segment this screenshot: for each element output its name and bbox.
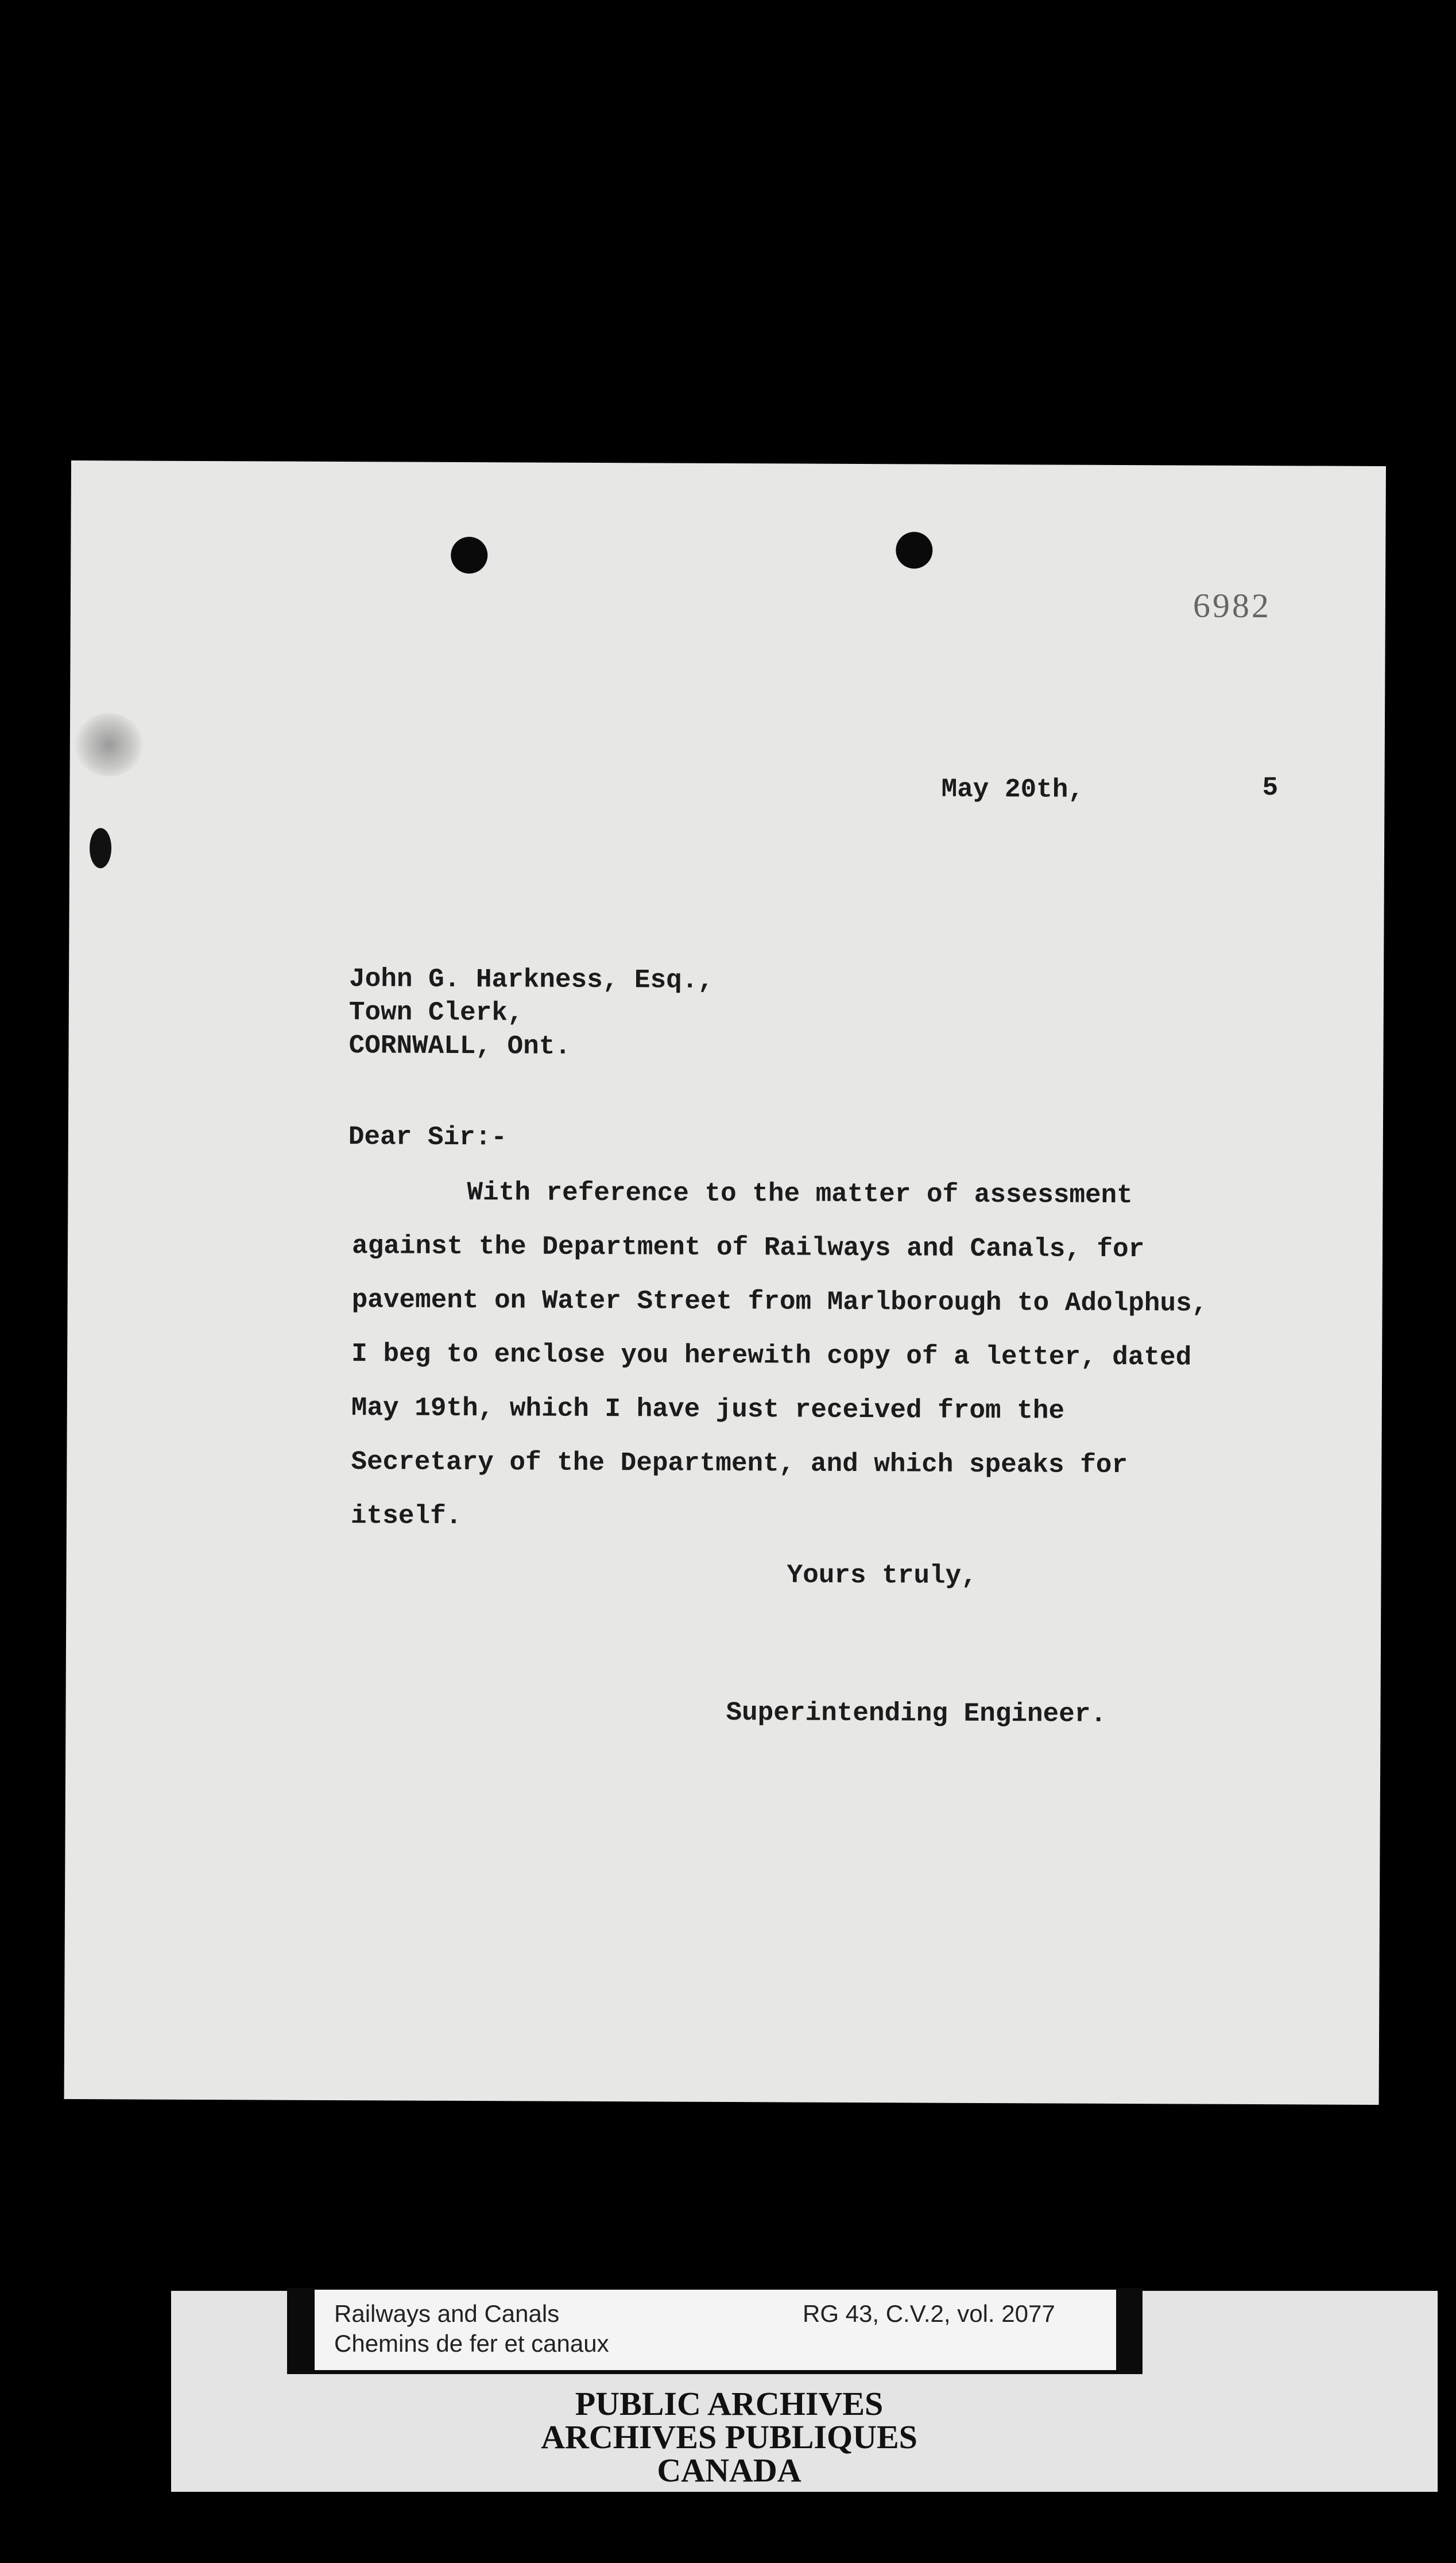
body-line: May 19th, which I have just received from the [351,1393,1065,1426]
recipient-title: Town Clerk, [348,997,524,1028]
closing: Yours truly, [787,1560,977,1591]
ink-smudge [75,713,144,777]
recipient-name: John G. Harkness, Esq., [348,964,714,996]
institution-fr: ARCHIVES PUBLIQUES [541,2418,917,2456]
recipient-place: CORNWALL, Ont. [348,1031,571,1062]
signature-title: Superintending Engineer. [726,1697,1107,1729]
ink-spot [90,828,111,868]
fonds-name-en: Railways and Canals [334,2300,560,2327]
letter-page [64,460,1386,2105]
letter-body [351,1165,1329,1547]
body-line: against the Department of Railways and Canals, for [351,1231,1145,1265]
page-marker: 5 [1262,773,1279,803]
letter-date: May 20th, [941,774,1085,805]
country: CANADA [657,2452,801,2489]
fonds-name-fr: Chemins de fer et canaux [334,2330,609,2357]
archive-reference-card [315,2290,1116,2370]
folio-number: 6982 [1192,586,1272,625]
archive-reference: RG 43, C.V.2, vol. 2077 [803,2300,1055,2327]
body-line: I beg to enclose you herewith copy of a letter, dated [351,1339,1192,1373]
archives-stamp [471,2387,988,2487]
body-line: Secretary of the Department, and which speaks for [351,1447,1128,1481]
recipient-address [348,962,714,1064]
body-line: pavement on Water Street from Marlborough to Adolphus, [351,1285,1208,1319]
body-line: With reference to the matter of assessment [467,1178,1133,1211]
institution-en: PUBLIC ARCHIVES [575,2385,884,2422]
salutation: Dear Sir:- [348,1122,508,1153]
body-line: itself. [350,1501,462,1531]
punch-hole-right [896,532,932,568]
punch-hole-left [451,537,487,574]
